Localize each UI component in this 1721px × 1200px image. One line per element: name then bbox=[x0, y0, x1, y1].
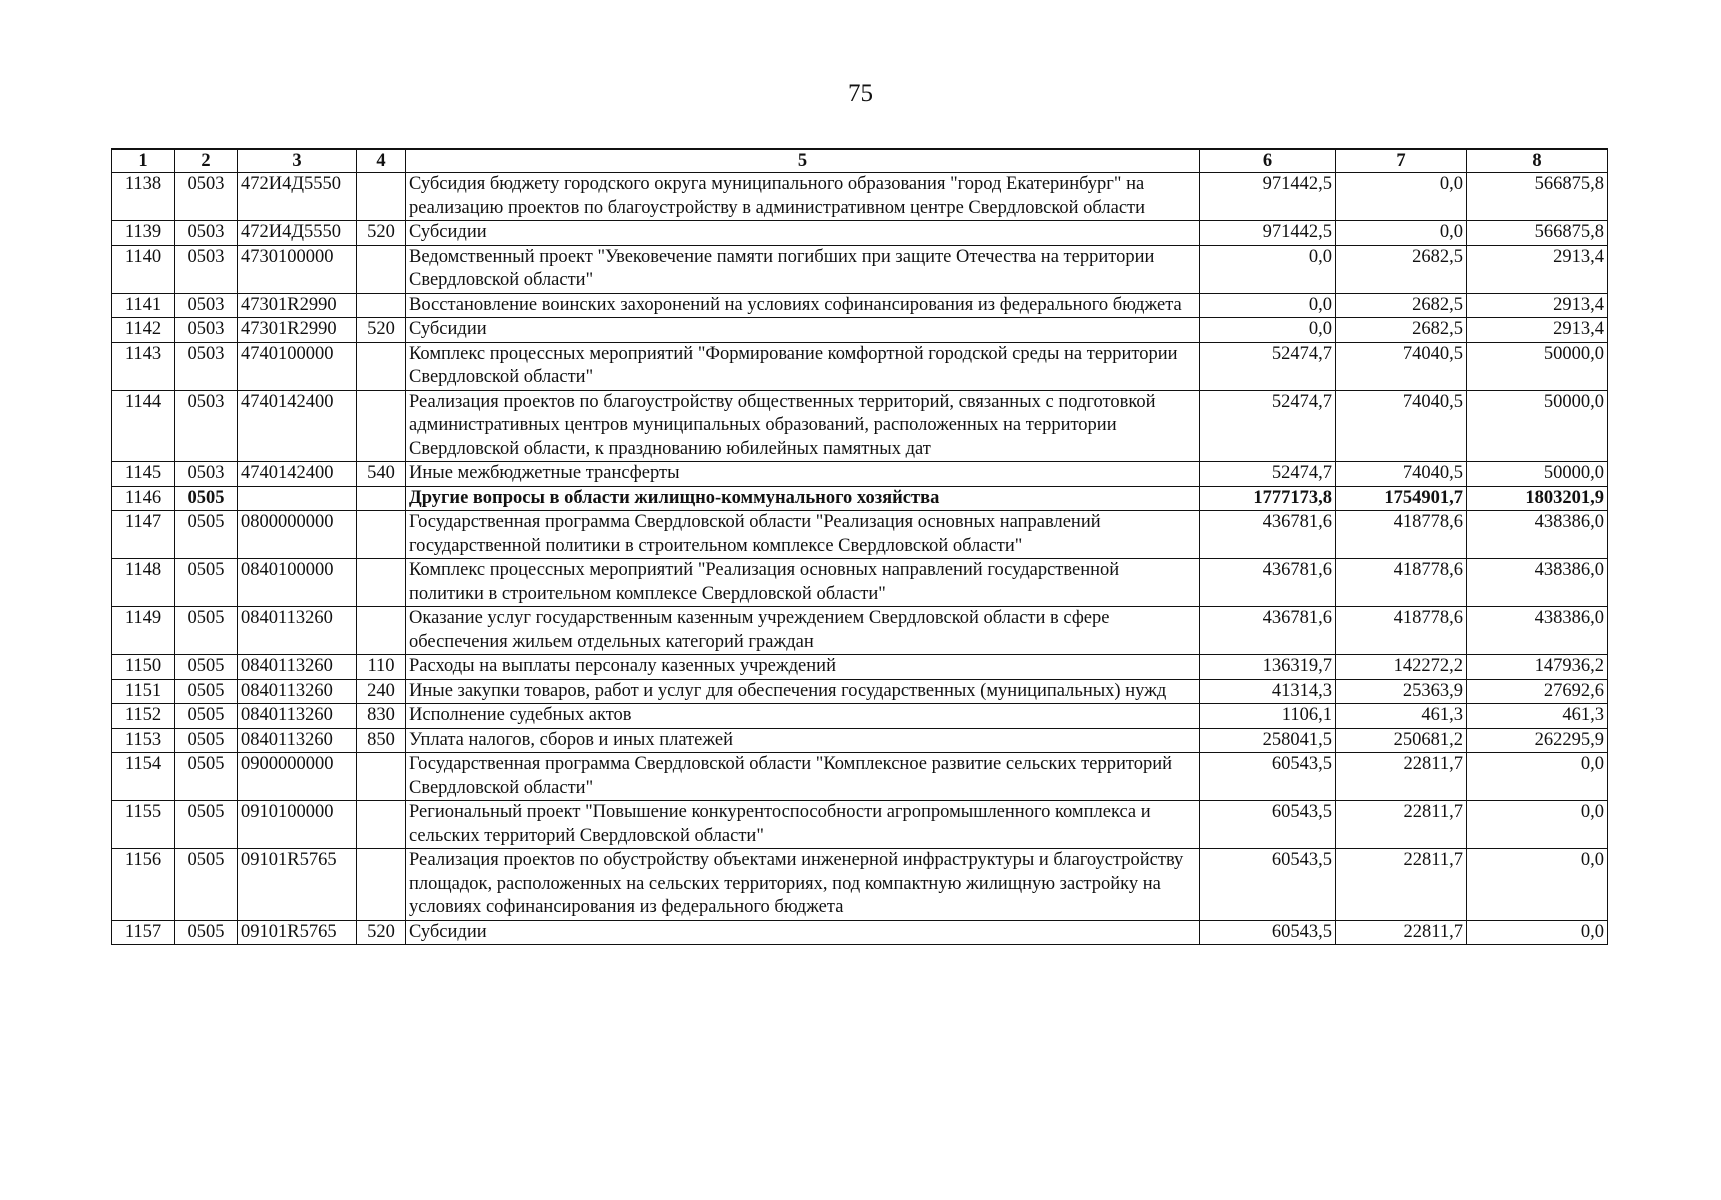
amount-col-7: 22811,7 bbox=[1336, 801, 1467, 849]
amount-col-6: 52474,7 bbox=[1200, 390, 1336, 462]
expense-type-code bbox=[357, 607, 406, 655]
amount-col-7: 418778,6 bbox=[1336, 559, 1467, 607]
section-code: 0503 bbox=[175, 318, 238, 343]
amount-col-6: 52474,7 bbox=[1200, 342, 1336, 390]
item-name: Расходы на выплаты персоналу казенных учреждений bbox=[406, 655, 1200, 680]
amount-col-7: 2682,5 bbox=[1336, 318, 1467, 343]
table-row bbox=[112, 318, 1608, 343]
amount-col-7: 22811,7 bbox=[1336, 849, 1467, 921]
amount-col-7: 418778,6 bbox=[1336, 607, 1467, 655]
target-article-code: 0910100000 bbox=[238, 801, 357, 849]
amount-col-6: 258041,5 bbox=[1200, 728, 1336, 753]
expense-type-code: 240 bbox=[357, 679, 406, 704]
table-row bbox=[112, 486, 1608, 511]
section-code: 0505 bbox=[175, 753, 238, 801]
row-number: 1152 bbox=[112, 704, 175, 729]
row-number: 1156 bbox=[112, 849, 175, 921]
section-code: 0505 bbox=[175, 679, 238, 704]
expense-type-code bbox=[357, 849, 406, 921]
table-row bbox=[112, 728, 1608, 753]
expense-type-code: 520 bbox=[357, 221, 406, 246]
amount-col-6: 1106,1 bbox=[1200, 704, 1336, 729]
row-number: 1139 bbox=[112, 221, 175, 246]
target-article-code: 47301R2990 bbox=[238, 293, 357, 318]
amount-col-6: 60543,5 bbox=[1200, 753, 1336, 801]
target-article-code: 0840100000 bbox=[238, 559, 357, 607]
amount-col-8: 2913,4 bbox=[1467, 293, 1608, 318]
amount-col-7: 2682,5 bbox=[1336, 245, 1467, 293]
target-article-code: 0800000000 bbox=[238, 511, 357, 559]
section-code: 0503 bbox=[175, 245, 238, 293]
item-name: Государственная программа Свердловской области "Комплексное развитие сельских территорий Свердловской области" bbox=[406, 753, 1200, 801]
expense-type-code bbox=[357, 390, 406, 462]
item-name: Субсидии bbox=[406, 920, 1200, 945]
amount-col-8: 438386,0 bbox=[1467, 511, 1608, 559]
item-name: Региональный проект "Повышение конкурентоспособности агропромышленного комплекса и сельских территорий Свердловской области" bbox=[406, 801, 1200, 849]
page-number: 75 bbox=[848, 80, 873, 107]
header-col-5: 5 bbox=[406, 149, 1200, 173]
amount-col-7: 25363,9 bbox=[1336, 679, 1467, 704]
item-name: Субсидии bbox=[406, 318, 1200, 343]
amount-col-7: 418778,6 bbox=[1336, 511, 1467, 559]
table-row bbox=[112, 293, 1608, 318]
section-code: 0505 bbox=[175, 728, 238, 753]
amount-col-6: 0,0 bbox=[1200, 245, 1336, 293]
row-number: 1141 bbox=[112, 293, 175, 318]
item-name: Ведомственный проект "Увековечение памяти погибших при защите Отечества на территории Свердловской области" bbox=[406, 245, 1200, 293]
amount-col-7: 74040,5 bbox=[1336, 390, 1467, 462]
item-name: Комплекс процессных мероприятий "Формирование комфортной городской среды на территории Свердловской области" bbox=[406, 342, 1200, 390]
section-code: 0503 bbox=[175, 462, 238, 487]
header-col-3: 3 bbox=[238, 149, 357, 173]
row-number: 1154 bbox=[112, 753, 175, 801]
item-name: Комплекс процессных мероприятий "Реализация основных направлений государственной политики в строительном комплексе Свердловской области" bbox=[406, 559, 1200, 607]
amount-col-7: 2682,5 bbox=[1336, 293, 1467, 318]
section-code: 0505 bbox=[175, 559, 238, 607]
target-article-code: 0840113260 bbox=[238, 728, 357, 753]
header-col-1: 1 bbox=[112, 149, 175, 173]
table-row bbox=[112, 559, 1608, 607]
expense-type-code bbox=[357, 753, 406, 801]
target-article-code bbox=[238, 486, 357, 511]
table-row bbox=[112, 655, 1608, 680]
row-number: 1147 bbox=[112, 511, 175, 559]
row-number: 1144 bbox=[112, 390, 175, 462]
section-code: 0503 bbox=[175, 293, 238, 318]
amount-col-8: 1803201,9 bbox=[1467, 486, 1608, 511]
row-number: 1140 bbox=[112, 245, 175, 293]
row-number: 1150 bbox=[112, 655, 175, 680]
target-article-code: 4740142400 bbox=[238, 390, 357, 462]
target-article-code: 0840113260 bbox=[238, 704, 357, 729]
amount-col-7: 22811,7 bbox=[1336, 753, 1467, 801]
target-article-code: 09101R5765 bbox=[238, 849, 357, 921]
amount-col-8: 50000,0 bbox=[1467, 462, 1608, 487]
target-article-code: 0840113260 bbox=[238, 679, 357, 704]
amount-col-6: 52474,7 bbox=[1200, 462, 1336, 487]
expense-type-code: 830 bbox=[357, 704, 406, 729]
row-number: 1151 bbox=[112, 679, 175, 704]
table-row bbox=[112, 245, 1608, 293]
item-name: Субсидии bbox=[406, 221, 1200, 246]
amount-col-8: 2913,4 bbox=[1467, 245, 1608, 293]
target-article-code: 0840113260 bbox=[238, 607, 357, 655]
section-code: 0505 bbox=[175, 486, 238, 511]
section-code: 0505 bbox=[175, 511, 238, 559]
amount-col-6: 436781,6 bbox=[1200, 511, 1336, 559]
amount-col-8: 262295,9 bbox=[1467, 728, 1608, 753]
table-row bbox=[112, 704, 1608, 729]
table-row bbox=[112, 679, 1608, 704]
amount-col-6: 1777173,8 bbox=[1200, 486, 1336, 511]
row-number: 1155 bbox=[112, 801, 175, 849]
amount-col-8: 566875,8 bbox=[1467, 173, 1608, 221]
amount-col-6: 60543,5 bbox=[1200, 849, 1336, 921]
amount-col-8: 0,0 bbox=[1467, 801, 1608, 849]
header-col-2: 2 bbox=[175, 149, 238, 173]
table-body bbox=[112, 173, 1608, 945]
row-number: 1153 bbox=[112, 728, 175, 753]
item-name: Иные закупки товаров, работ и услуг для обеспечения государственных (муниципальных) нужд bbox=[406, 679, 1200, 704]
expense-type-code bbox=[357, 486, 406, 511]
target-article-code: 472И4Д5550 bbox=[238, 173, 357, 221]
amount-col-7: 250681,2 bbox=[1336, 728, 1467, 753]
expense-type-code bbox=[357, 342, 406, 390]
amount-col-7: 74040,5 bbox=[1336, 342, 1467, 390]
section-code: 0505 bbox=[175, 704, 238, 729]
amount-col-7: 22811,7 bbox=[1336, 920, 1467, 945]
amount-col-6: 971442,5 bbox=[1200, 221, 1336, 246]
expense-type-code bbox=[357, 511, 406, 559]
amount-col-6: 0,0 bbox=[1200, 318, 1336, 343]
amount-col-8: 2913,4 bbox=[1467, 318, 1608, 343]
amount-col-6: 0,0 bbox=[1200, 293, 1336, 318]
amount-col-6: 60543,5 bbox=[1200, 801, 1336, 849]
amount-col-6: 971442,5 bbox=[1200, 173, 1336, 221]
table-row bbox=[112, 753, 1608, 801]
amount-col-8: 566875,8 bbox=[1467, 221, 1608, 246]
row-number: 1142 bbox=[112, 318, 175, 343]
section-code: 0505 bbox=[175, 849, 238, 921]
row-number: 1149 bbox=[112, 607, 175, 655]
amount-col-8: 0,0 bbox=[1467, 753, 1608, 801]
amount-col-6: 436781,6 bbox=[1200, 607, 1336, 655]
header-col-6: 6 bbox=[1200, 149, 1336, 173]
row-number: 1157 bbox=[112, 920, 175, 945]
amount-col-7: 461,3 bbox=[1336, 704, 1467, 729]
amount-col-7: 1754901,7 bbox=[1336, 486, 1467, 511]
expense-type-code: 520 bbox=[357, 920, 406, 945]
amount-col-6: 60543,5 bbox=[1200, 920, 1336, 945]
section-code: 0503 bbox=[175, 221, 238, 246]
item-name: Другие вопросы в области жилищно-коммунального хозяйства bbox=[406, 486, 1200, 511]
item-name: Иные межбюджетные трансферты bbox=[406, 462, 1200, 487]
item-name: Уплата налогов, сборов и иных платежей bbox=[406, 728, 1200, 753]
amount-col-8: 50000,0 bbox=[1467, 342, 1608, 390]
target-article-code: 4740100000 bbox=[238, 342, 357, 390]
table-row bbox=[112, 221, 1608, 246]
amount-col-8: 438386,0 bbox=[1467, 607, 1608, 655]
item-name: Оказание услуг государственным казенным учреждением Свердловской области в сфере обеспечения жильем отдельных категорий граждан bbox=[406, 607, 1200, 655]
item-name: Восстановление воинских захоронений на условиях софинансирования из федерального бюджета bbox=[406, 293, 1200, 318]
section-code: 0505 bbox=[175, 655, 238, 680]
amount-col-8: 0,0 bbox=[1467, 920, 1608, 945]
table-row bbox=[112, 920, 1608, 945]
amount-col-6: 436781,6 bbox=[1200, 559, 1336, 607]
expense-type-code: 850 bbox=[357, 728, 406, 753]
amount-col-6: 41314,3 bbox=[1200, 679, 1336, 704]
row-number: 1145 bbox=[112, 462, 175, 487]
row-number: 1143 bbox=[112, 342, 175, 390]
table-header-row bbox=[112, 149, 1608, 173]
item-name: Субсидия бюджету городского округа муниципального образования "город Екатеринбург" на реализацию проектов по благоустройству в административном центре Свердловской области bbox=[406, 173, 1200, 221]
target-article-code: 4730100000 bbox=[238, 245, 357, 293]
amount-col-8: 461,3 bbox=[1467, 704, 1608, 729]
amount-col-7: 142272,2 bbox=[1336, 655, 1467, 680]
expense-type-code bbox=[357, 173, 406, 221]
expense-type-code: 520 bbox=[357, 318, 406, 343]
amount-col-6: 136319,7 bbox=[1200, 655, 1336, 680]
amount-col-8: 147936,2 bbox=[1467, 655, 1608, 680]
amount-col-8: 50000,0 bbox=[1467, 390, 1608, 462]
expense-type-code bbox=[357, 245, 406, 293]
table-row bbox=[112, 462, 1608, 487]
amount-col-7: 74040,5 bbox=[1336, 462, 1467, 487]
target-article-code: 47301R2990 bbox=[238, 318, 357, 343]
table-row bbox=[112, 511, 1608, 559]
item-name: Реализация проектов по благоустройству общественных территорий, связанных с подготовкой административных центров муниципальных образований, расположенных на территории Свердловской области, к празднованию юбилейных памятных дат bbox=[406, 390, 1200, 462]
item-name: Исполнение судебных актов bbox=[406, 704, 1200, 729]
header-col-4: 4 bbox=[357, 149, 406, 173]
expense-type-code bbox=[357, 801, 406, 849]
section-code: 0503 bbox=[175, 390, 238, 462]
target-article-code: 472И4Д5550 bbox=[238, 221, 357, 246]
amount-col-8: 438386,0 bbox=[1467, 559, 1608, 607]
table-row bbox=[112, 390, 1608, 462]
expense-type-code: 110 bbox=[357, 655, 406, 680]
item-name: Реализация проектов по обустройству объектами инженерной инфраструктуры и благоустройству площадок, расположенных на сельских территориях, под компактную жилищную застройку на условиях софинансирования из федерального бюджета bbox=[406, 849, 1200, 921]
expense-type-code bbox=[357, 559, 406, 607]
section-code: 0505 bbox=[175, 607, 238, 655]
table-row bbox=[112, 801, 1608, 849]
row-number: 1148 bbox=[112, 559, 175, 607]
target-article-code: 09101R5765 bbox=[238, 920, 357, 945]
section-code: 0505 bbox=[175, 801, 238, 849]
amount-col-7: 0,0 bbox=[1336, 173, 1467, 221]
header-col-7: 7 bbox=[1336, 149, 1467, 173]
section-code: 0503 bbox=[175, 173, 238, 221]
header-col-8: 8 bbox=[1467, 149, 1608, 173]
target-article-code: 0900000000 bbox=[238, 753, 357, 801]
section-code: 0505 bbox=[175, 920, 238, 945]
row-number: 1138 bbox=[112, 173, 175, 221]
budget-table bbox=[111, 148, 1608, 945]
table-row bbox=[112, 173, 1608, 221]
section-code: 0503 bbox=[175, 342, 238, 390]
expense-type-code: 540 bbox=[357, 462, 406, 487]
item-name: Государственная программа Свердловской области "Реализация основных направлений государственной политики в строительном комплексе Свердловской области" bbox=[406, 511, 1200, 559]
expense-type-code bbox=[357, 293, 406, 318]
amount-col-7: 0,0 bbox=[1336, 221, 1467, 246]
target-article-code: 4740142400 bbox=[238, 462, 357, 487]
table-row bbox=[112, 342, 1608, 390]
row-number: 1146 bbox=[112, 486, 175, 511]
table-row bbox=[112, 849, 1608, 921]
amount-col-8: 27692,6 bbox=[1467, 679, 1608, 704]
target-article-code: 0840113260 bbox=[238, 655, 357, 680]
table-row bbox=[112, 607, 1608, 655]
amount-col-8: 0,0 bbox=[1467, 849, 1608, 921]
